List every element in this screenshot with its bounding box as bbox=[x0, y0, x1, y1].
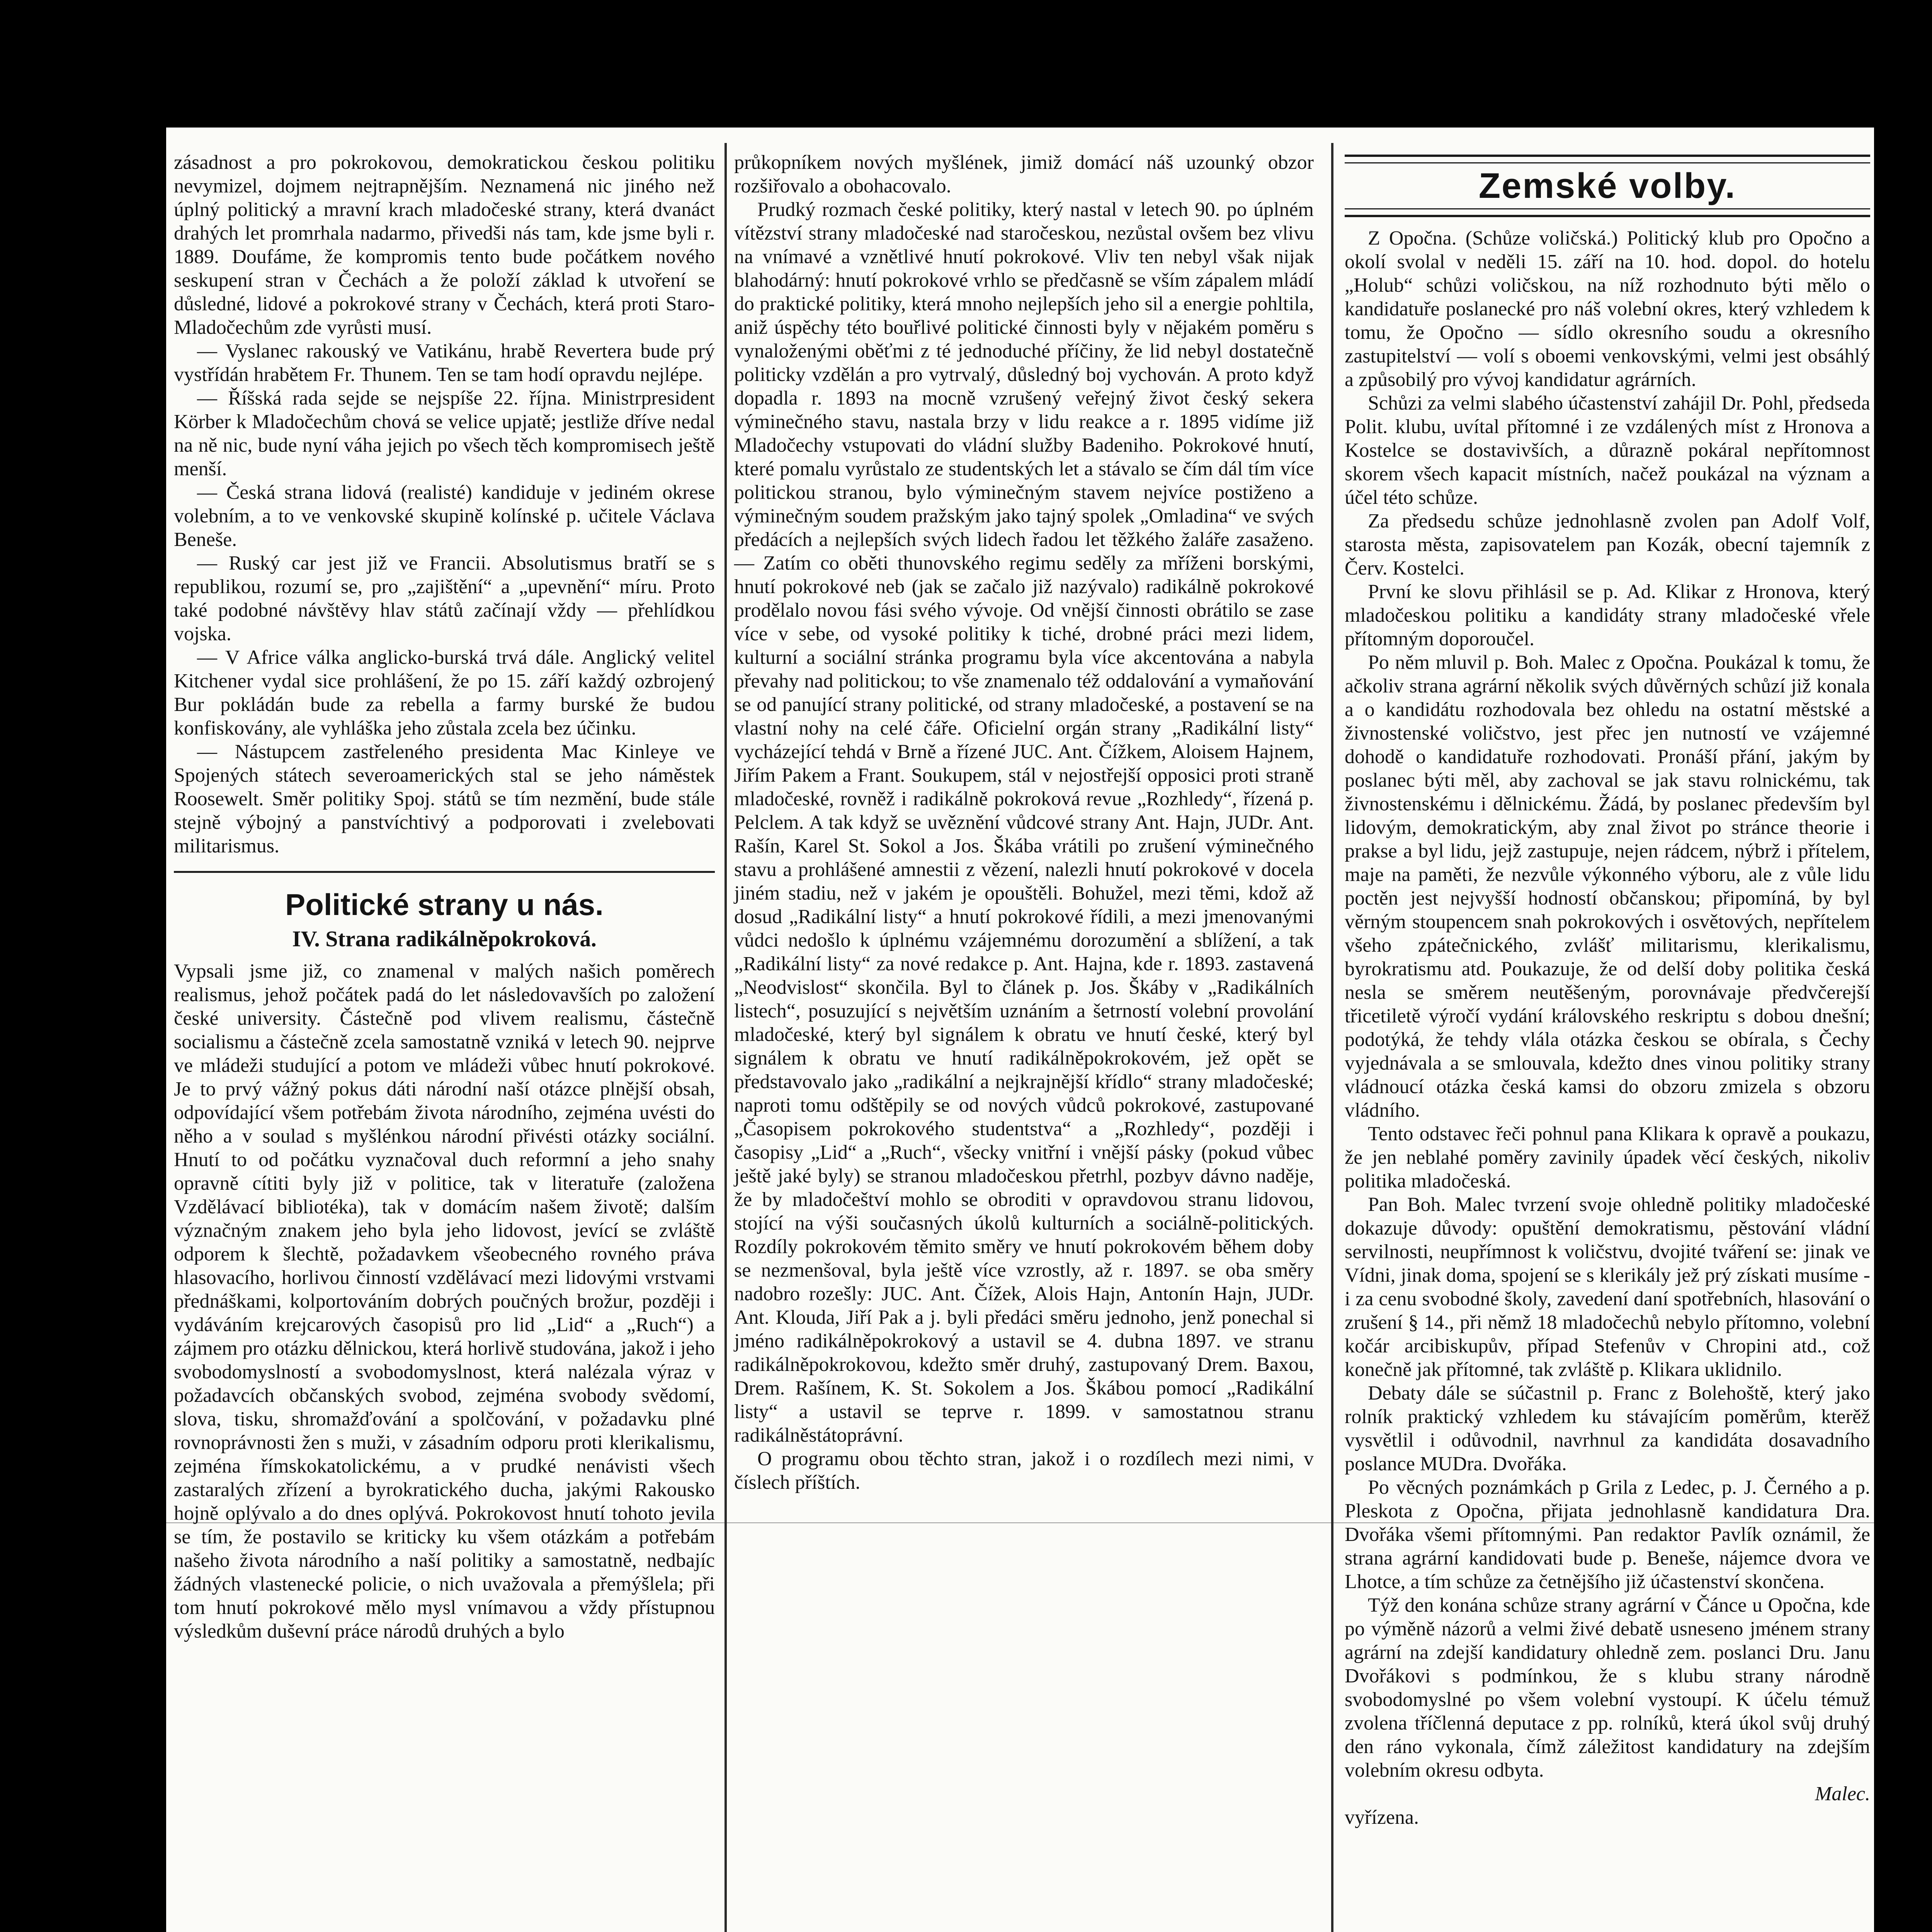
report-paragraph: První ke slovu přihlásil se p. Ad. Klikar z Hronova, který mladočeskou politiku a kandidáty strany mladočeské vřele přítomným doporoučel. bbox=[1345, 581, 1870, 650]
report-paragraph: Debaty dále se súčastnil p. Franc z Bolehoště, který jako rolník praktický vzhledem ku stávajícím poměrům, kterěž vysvětlil i odůvodnil, navrhnul za kandidáta dosavadního poslance MUDra. Dvořáka. bbox=[1345, 1382, 1870, 1475]
news-note: — Říšská rada sejde se nejspíše 22. října. Ministrpresident Körber k Mladočechům chová se velice upjatě; jestliže dříve nedal na ně nic, bude nyní váha jejich po všech těch kompromisech ještě menší. bbox=[174, 387, 715, 480]
report-paragraph: Pan Boh. Malec tvrzení svoje ohledně politiky mladočeské dokazuje důvody: opuštění demokratismu, pěstování vládní servilnosti, neupřímnost k voličstvu, dvojité tváření se: jinak ve Vídni, jinak doma, spojení se s klerikály jež prý získati musíme -i za cenu svobodné školy, zavedení daní spotřebních, hlasování o zrušení § 14., při němž 18 mladočechů nebylo přítomno, volební kočár arcibiskupův, případ Stefenův v Chropini atd., což konečně jak přítomné, tak zvláště p. Klikara uklidnilo. bbox=[1345, 1194, 1870, 1381]
report-paragraph: Týž den konána schůze strany agrární v Čánce u Opočna, kde po výměně názorů a velmi živé debatě usneseno jménem strany agrární na zdejší kandidatury ohledně zem. poslanci Dru. Janu Dvořákovi s podmínkou, že s klubu strany národně svobodomyslné po všem volební vystoupí. K účelu témuž zvolena tříčlenná deputace z pp. rolníků, která úkol svůj druhý den ráno vykonala, čímž záležitost kandidatury na zdejším volebním okresu odbyta. bbox=[1345, 1594, 1870, 1781]
report-paragraph: Tento odstavec řeči pohnul pana Klikara k opravě a poukazu, že jen neblahé poměry zavinily úpadek věcí českých, nikoliv politika mladočeská. bbox=[1345, 1123, 1870, 1192]
section-divider bbox=[174, 871, 715, 873]
closing-word: vyřízena. bbox=[1345, 1806, 1419, 1828]
news-note: — Ruský car jest již ve Francii. Absolutismus bratří se s republikou, rozumí se, pro „zajištění“ a „upevnění“ míru. Proto také podobné návštěvy hlav států začínají vždy — přehlídkou vojska. bbox=[174, 552, 715, 645]
column-rule-left bbox=[724, 143, 727, 1932]
report-paragraph: Za předsedu schůze jednohlasně zvolen pan Adolf Volf, starosta města, zapisovatelem pan Kozák, obecní tajemník z Červ. Kostelci. bbox=[1345, 510, 1870, 579]
column-left bbox=[174, 151, 715, 1643]
zemske-volby-header bbox=[1345, 155, 1870, 217]
news-note: — Vyslanec rakouský ve Vatikánu, hrabě Revertera bude prý vystřídán hrabětem Fr. Thunem. Ten se tam hodí opravdu nejlépe. bbox=[174, 340, 715, 386]
column-rule-right bbox=[1331, 143, 1333, 1932]
section-body: Vypsali jsme již, co znamenal v malých našich poměrech realismus, jehož počátek padá do let následovavších po založení české university. Částečně pod vlivem realismu, částečně socialismu a částečně zcela samostatně vzniká v letech 90. nejprve ve mládeži studující a potom ve mládeži vůbec hnutí pokrokové. Je to prvý vážný pokus dáti národní naší otázce plnější obsah, odpovídající všem potřebám života národního, zejména uvésti do něho a v soulad s myšlénkou národní přivésti otázky sociální. Hnutí to od počátku vyznačoval duch reformní a jeho snahy opravně cítiti byly již v politice, tak v literatuře (založena Vzdělávací bibliotéka), tak v domácím našem životě; dalším význačným znakem jeho byla jeho lidovost, jevící se zvláště odporem k šlechtě, požadavkem všeobecného rovného práva hlasovacího, horlivou činností vzdělávací mezi lidovými vrstvami přednáškami, kolportováním dobrých poučných brožur, později i vydáváním krejcarových časopisů pro lid „Lid“ a „Ruch“) a zájmem pro otázku dělnickou, která horlivě studována, jakož i jeho svobodomyslností a svobodomyslnost, která nalézala výraz v požadavcích občanských svobod, zejména svobody svědomí, slova, tisku, shromažďování a spolčování, v požadavku plné rovnoprávnosti žen s muži, v zásadním odporu proti klerikalismu, zejména římskokatolickému, a v prudké nenávisti všech zastaralých zřízení a byrokratického ducha, jakými Rakousko hojně oplývalo a do dnes oplývá. Pokrokovost hnutí tohoto jevila se tím, že postavilo se kriticky ku všem otázkám a potřebám našeho života národního a naší politiky a samostatně, nedbajíc žádných vlastenecké policie, o nich uvažovala a přemýšlela; při tom hnutí pokrokové mělo mysl vnímavou a vždy přístupnou výsledkům duševní práce národů druhých a bylo bbox=[174, 960, 715, 1642]
report-paragraph: Schůzi za velmi slabého účastenství zahájil Dr. Pohl, předseda Polit. klubu, uvítal přítomné i ze vzdálených míst z Hronova a Kostelce se dostavivších, a důrazně pokáral nepřítomnost skorem všech kapacit místních, načež poukázal na význam a účel této schůze. bbox=[1345, 392, 1870, 509]
newspaper-page bbox=[166, 128, 1874, 1932]
news-note: — V Africe válka anglicko-burská trvá dále. Anglický velitel Kitchener vydal sice prohlášení, že po 15. září každý ozbrojený Bur pokládán bude za rebella a farmy burské že budou konfiskovány, ale vyhláška jeho zůstala zcela bez účinku. bbox=[174, 646, 715, 739]
article-paragraph: O programu obou těchto stran, jakož i o rozdílech mezi nimi, v číslech příštích. bbox=[734, 1448, 1314, 1493]
news-note: — Česká strana lidová (realisté) kandiduje v jediném okrese volebním, a to ve venkovské skupině kolínské p. učitele Václava Beneše. bbox=[174, 481, 715, 551]
news-note: — Nástupcem zastřeleného presidenta Mac Kinleye ve Spojených státech severoamerických stal se jeho náměstek Roosewelt. Směr politiky Spoj. států se tím nezmění, bude stále stejně výbojný a panstvíchtivý a podporovati i zvelebovati militarismus. bbox=[174, 741, 715, 857]
zemske-volby-title: Zemské volby. bbox=[1478, 166, 1736, 206]
report-paragraph: Po věcných poznámkách p Grila z Ledec, p. J. Černého a p. Pleskota z Opočna, přijata jednohlasně kandidatura Dra. Dvořáka všemi přítomnými. Pan redaktor Pavlík oznámil, že strana agrární kandidovati bude p. Beneše, nájemce dvora ve Lhotce, a tím schůze za četnějšího již účastenství skončena. bbox=[1345, 1476, 1870, 1593]
column-middle bbox=[734, 151, 1314, 1494]
continued-paragraph: zásadnost a pro pokrokovou, demokratickou českou politiku nevymizel, dojmem nejtrapnějším. Neznamená nic jiného než úplný politický a mravní krach mladočeské strany, která dvanáct drahých let promrhala nadarmo, přivedši nás tam, kde jsme byli r. 1889. Doufáme, že kompromis tento bude počátkem nového seskupení stran v Čechách a že položí základ k utvoření se důsledné, lidové a pokrokové strany v Čechách, která proti Staro-Mladočechům zde vyrůsti musí. bbox=[174, 151, 715, 338]
signature: Malec. bbox=[1815, 1783, 1870, 1805]
column-right bbox=[1345, 151, 1870, 1829]
report-paragraph: Po něm mluvil p. Boh. Malec z Opočna. Poukázal k tomu, že ačkoliv strana agrární několik svých důvěrných schůzí již konala a o kandidátu rozhodovala bez ohledu na ostatní městské a živnostenské voličstvo, jest přec jen nutností ve vzájemné dohodě o kandidatuře rozhodovati. Pronáší přání, jakým by poslanec býti měl, aby zachoval se jak stavu rolnickému, tak živnostenskému i dělnickému. Žádá, by poslanec především byl lidovým, demokratickým, aby znal život po stránce theorie i prakse a byl lidu, jejž zastupuje, nejen rádcem, nýbrž i přítelem, maje na paměti, že nezvůle výkonného výboru, ale z vůle lidu poctěn jest nejvyšší hodností občanskou; připomíná, by byl věrným stoupencem snah pokrokových i osvětových, nepřítelem všeho zpátečnického, zvlášť militarismu, klerikalismu, byrokratismu atd. Poukazuje, že od delší doby politika česká nesla se směrem neutěšeným, porovnávaje předvčerejší třicetiletě výročí vydání královského reskriptu s dobou dnešní; podotýká, že tehdy vlála otázka českou se obírala, s Čechy vyjednávala a se smlouvala, kdežto dnes vinou politiky strany vládnoucí otázka česká kamsi do obzoru zmizela s obzoru vládního. bbox=[1345, 651, 1870, 1121]
article-paragraph: průkopníkem nových myšlének, jimiž domácí náš uzounký obzor rozšiřovalo a obohacovalo. bbox=[734, 151, 1314, 197]
section-subtitle: IV. Strana radikálněpokroková. bbox=[292, 926, 597, 951]
report-paragraph: Z Opočna. (Schůze voličská.) Politický klub pro Opočno a okolí svolal v neděli 15. září na 10. hod. dopol. do hotelu „Holub“ schůzi voličskou, na níž rozhodnuto býti mělo o kandidatuře poslanecké pro náš volební okres, který vzhledem k tomu, že Opočno — sídlo okresního soudu a okresního zastupitelství — volí s oboemi venkovskými, velmi jest obsáhlý a způsobilý pro vývoj kandidatur agrárních. bbox=[1345, 227, 1870, 391]
section-title: Politické strany u nás. bbox=[285, 888, 604, 922]
article-paragraph: Prudký rozmach české politiky, který nastal v letech 90. po úplném vítězství strany mladočeské nad staročeskou, nezůstal ovšem bez vlivu na vnímavé a vznětlivé hnutí pokrokové. Vliv ten nebyl však nijak blahodárný: hnutí pokrokové vrhlo se předčasně se vším zápalem mládí do praktické politiky, která mnoho nejlepších jeho sil a energie pohltila, aniž úspěchy této bouřlivé politické činnosti byly v nějakém poměru s vynaloženými oběťmi z té jednoduché příčiny, že lid nebyl dostatečně politicky vzdělán a pro vytrvalý, důsledný boj vychován. A proto když dopadla r. 1893 na mocně vzrušený veřejný život český sekera výminečného stavu, nastala brzy v lidu reakce a r. 1895 vidíme již Mladočechy vstupovati do vládní služby Badeniho. Pokrokové hnutí, které pomalu vyrůstalo ze studentských let a stávalo se čím dál tím více politickou stranou, bylo výminečným stavem nejvíce postiženo a výminečným soudem pražským jako tajný spolek „Omladina“ ve svých předácích a nejlepších svých lidech řadou let těžkého žaláře zasaženo. — Zatím co oběti thunovského regimu seděly za mříženi borskými, hnutí pokrokové neb (jak se začalo již nazývalo) radikálně pokrokové prodělalo novou fási svého vývoje. Od vnější činnosti obrátilo se zase více v sebe, od vysoké politiky k tiché, drobné práci mezi lidem, kulturní a sociální stránka programu byla více akcentována a nabyla převahy nad politickou; to vše znamenalo též oddalování a vymaňování se od panující strany politické, od strany mladočeské, a postavení se na vlastní nohy na celé čáře. Oficielní orgán strany „Radikální listy“ vycházející tehdá v Brně a řízené JUC. Ant. Čížkem, Aloisem Hajnem, Jiřím Pakem a Frant. Soukupem, stál v nejostřejší opposici proti straně mladočeské, rovněž i radikálně pokroková revue „Rozhledy“, řízená p. Pelclem. A tak když se uvěznění vůdcové strany Ant. Hajn, JUDr. Ant. Rašín, Karel St. Sokol a Jos. Škába vrátili po zrušení výminečného stavu a prohlášené amnestii z vězení, nalezli hnutí pokrokové v docela jiném stadiu, než v jakém je opouštěli. Bohužel, mezi těmi, kdož až dosud „Radikální listy“ a hnutí pokrokové řídili, a mezi jmenovanými vůdci nedošlo k úplnému vzájemnému dorozumění a sblížení, a tak „Radikální listy“ za nové redakce p. Ant. Hajna, kde r. 1893. zastavená „Neodvislost“ skončila. Byl to článek p. Jos. Škáby v „Radikálních listech“, posuzující s největším uznáním a šetrností volební provolání mladočeské, který byl signálem k obratu ve hnutí české, který byl signálem k obratu ve hnutí radikálněpokrokovém, jež opět se představovalo jako „radikální a nejkrajnější křídlo“ strany mladočeské; naproti tomu odštěpily se od nových vůdců pokrokové, zastupované „Časopisem pokrokového studentstva“ a „Rozhledy“, později i časopisy „Lid“ a „Ruch“, všecky vnitřní i vnější pásky (pokud vůbec ještě jaké byly) se stranou mladočeskou přetrhl, pozbyv dávno naděje, že by mladočeštví mohlo se obroditi v opravdovou stranu lidovou, stojící na výši současných úkolů kulturních a sociálně-politických. Rozdíly pokrokovém těmito směry ve hnutí pokrokovém během doby se nezmenšoval, byla ještě více vzrostly, až r. 1897. se oba směry nadobro rozešly: JUC. Ant. Čížek, Alois Hajn, Antonín Hajn, JUDr. Ant. Klouda, Jiří Pak a j. byli předáci směru jednoho, jenž ponechal si jméno radikálněpokrokový a ustavil se 4. dubna 1897. ve stranu radikálněpokrokovou, kdežto směr druhý, zastupovaný Drem. Baxou, Drem. Rašínem, K. St. Sokolem a Jos. Škábou pomocí „Radikální listy“ a ustavil se teprve r. 1899. v samostatnou stranu radikálněstátoprávní. bbox=[734, 199, 1314, 1446]
